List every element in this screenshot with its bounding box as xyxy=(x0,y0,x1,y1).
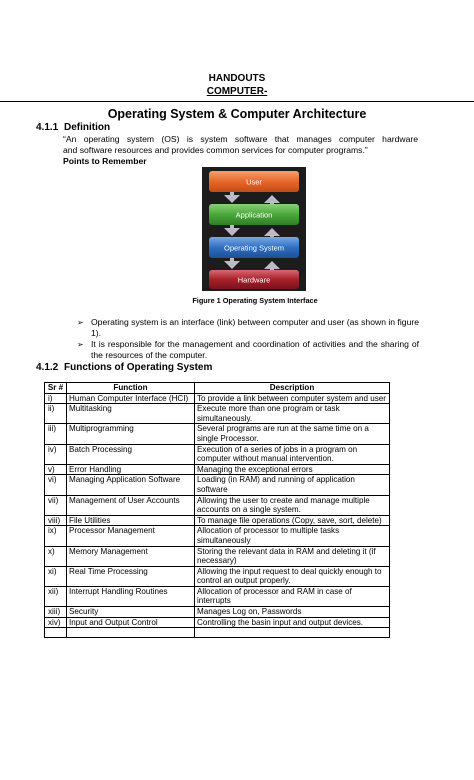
cell-description: Allocation of processor and RAM in case of interrupts xyxy=(195,586,390,606)
section-title: Functions of Operating System xyxy=(64,362,213,373)
section-title: Definition xyxy=(64,122,111,133)
layer-user-label: User xyxy=(246,177,262,187)
table-row xyxy=(45,464,390,475)
table-row xyxy=(45,628,390,638)
cell-sr: i) xyxy=(45,393,67,404)
cell-sr: xiii) xyxy=(45,607,67,618)
bullet-line-2: 1). xyxy=(91,328,102,338)
arrow-bullet-icon: ➢ xyxy=(77,340,84,349)
points-heading: Points to Remember xyxy=(63,156,147,166)
cell-sr: viii) xyxy=(45,515,67,526)
bullet-line-1: It is responsible for the management and coordination of activities and the sharing of xyxy=(91,339,419,349)
cell-description: Execute more than one program or task simultaneously. xyxy=(195,404,390,424)
table-row xyxy=(45,444,390,464)
cell-function: Interrupt Handling Routines xyxy=(67,586,195,606)
header-divider xyxy=(0,101,474,102)
header-subject: COMPUTER- xyxy=(206,86,268,97)
cell-description: Allocation of processor to multiple tasks simultaneously xyxy=(195,526,390,546)
cell-sr: xiv) xyxy=(45,617,67,628)
header-handouts: HANDOUTS xyxy=(208,73,266,84)
cell-sr: vi) xyxy=(45,475,67,495)
cell-sr xyxy=(45,628,67,638)
table-row xyxy=(45,515,390,526)
cell-description: To provide a link between computer system and user xyxy=(195,393,390,404)
page-title: Operating System & Computer Architecture xyxy=(107,107,367,121)
table-row xyxy=(45,586,390,606)
cell-function: File Utilities xyxy=(67,515,195,526)
cell-function: Input and Output Control xyxy=(67,617,195,628)
cell-sr: xii) xyxy=(45,586,67,606)
cell-sr: xi) xyxy=(45,566,67,586)
definition-line-1: “An operating system (OS) is system software that manages computer hardware xyxy=(63,134,418,144)
header-sr: Sr # xyxy=(45,383,67,394)
cell-description: Manages Log on, Passwords xyxy=(195,607,390,618)
cell-function: Human Computer Interface (HCI) xyxy=(67,393,195,404)
definition-line-2: and software resources and provides common services for computer programs.” xyxy=(63,145,368,155)
cell-sr: v) xyxy=(45,464,67,475)
cell-function: Security xyxy=(67,607,195,618)
cell-sr: ix) xyxy=(45,526,67,546)
table-row xyxy=(45,424,390,444)
table-row xyxy=(45,495,390,515)
cell-sr: ii) xyxy=(45,404,67,424)
layer-operating-system-label: Operating System xyxy=(223,243,285,253)
os-layer-diagram xyxy=(202,167,306,291)
bullet-line-2: the resources of the computer. xyxy=(91,350,208,360)
cell-function: Multiprogramming xyxy=(67,424,195,444)
layer-application-label: Application xyxy=(235,210,273,220)
bullet-line-1: Operating system is an interface (link) between computer and user (as shown in figure xyxy=(91,317,419,327)
cell-description: Several programs are run at the same time on a single Processor. xyxy=(195,424,390,444)
bullet-item xyxy=(77,317,419,339)
cell-function: Error Handling xyxy=(67,464,195,475)
cell-description: Controlling the basin input and output devices. xyxy=(195,617,390,628)
table-row xyxy=(45,393,390,404)
table-row xyxy=(45,546,390,566)
table-row xyxy=(45,566,390,586)
cell-function: Processor Management xyxy=(67,526,195,546)
cell-description: Loading (in RAM) and running of application software xyxy=(195,475,390,495)
cell-sr: x) xyxy=(45,546,67,566)
functions-table xyxy=(44,382,390,638)
section-number: 4.1.2 xyxy=(36,362,59,373)
cell-description: Managing the exceptional errors xyxy=(195,464,390,475)
cell-function: Management of User Accounts xyxy=(67,495,195,515)
cell-description: To manage file operations (Copy, save, sort, delete) xyxy=(195,515,390,526)
cell-function xyxy=(67,628,195,638)
section-heading-functions xyxy=(36,362,212,373)
cell-sr: iii) xyxy=(45,424,67,444)
table-row xyxy=(45,526,390,546)
cell-description: Execution of a series of jobs in a program on computer without manual intervention. xyxy=(195,444,390,464)
cell-description: Allowing the user to create and manage multiple accounts on a single system. xyxy=(195,495,390,515)
layer-hardware-label: Hardware xyxy=(237,275,271,285)
table-row xyxy=(45,404,390,424)
cell-function: Real Time Processing xyxy=(67,566,195,586)
cell-function: Multitasking xyxy=(67,404,195,424)
table-row xyxy=(45,475,390,495)
section-number: 4.1.1 xyxy=(36,122,59,133)
table-row xyxy=(45,617,390,628)
figure-caption: Figure 1 Operating System Interface xyxy=(192,296,318,305)
arrow-bullet-icon: ➢ xyxy=(77,318,84,327)
cell-description xyxy=(195,628,390,638)
section-heading-definition xyxy=(36,122,110,133)
cell-function: Memory Management xyxy=(67,546,195,566)
cell-sr: vii) xyxy=(45,495,67,515)
cell-function: Batch Processing xyxy=(67,444,195,464)
header-description: Description xyxy=(195,383,390,394)
table-header-row xyxy=(45,383,390,394)
header-function: Function xyxy=(67,383,195,394)
table-row xyxy=(45,607,390,618)
cell-description: Allowing the input request to deal quickly enough to control an output properly. xyxy=(195,566,390,586)
cell-function: Managing Application Software xyxy=(67,475,195,495)
cell-sr: iv) xyxy=(45,444,67,464)
cell-description: Storing the relevant data in RAM and deleting it (if necessary) xyxy=(195,546,390,566)
bullet-item xyxy=(77,339,419,361)
